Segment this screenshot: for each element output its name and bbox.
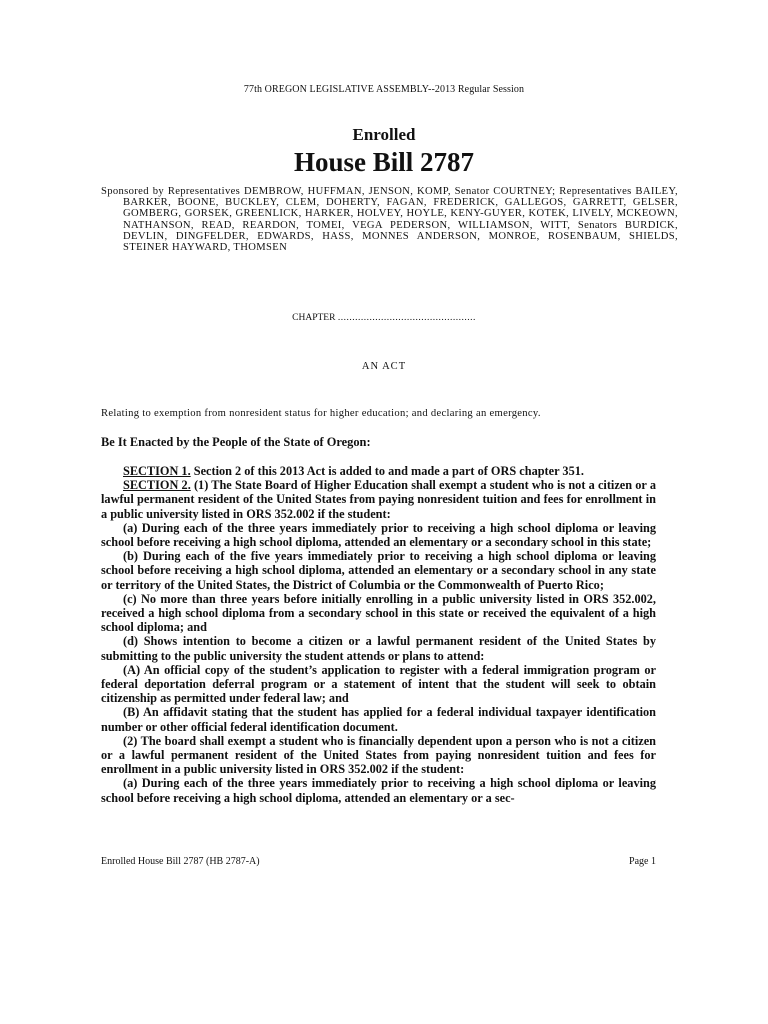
bill-title: House Bill 2787 xyxy=(293,147,475,177)
sponsors-list: Sponsored by Representatives DEMBROW, HUFFMAN, JENSON, KOMP, Senator COURTNEY; Representatives BAILEY, BARKER, BOONE, BUCKLEY, CLEM, DOHERTY, FAGAN, FREDERICK, GALLEGOS, GARRETT, GELSER, GOMBERG, GORSEK, GREENLICK, HARKER, HOLVEY, HOYLE, KENY-GUYER, KOTEK, LIVELY, MCKEOWN, NATHANSON, READ, REARDON, TOMEI, VEGA PEDERSON, WILLIAMSON, WITT, Senators BURDICK, DEVLIN, DINGFELDER, EDWARDS, HASS, MONNES ANDERSON, MONROE, ROSENBAUM, SHIELDS, STEINER HAYWARD, THOMSEN xyxy=(101,186,678,254)
chapter-line xyxy=(0,313,768,323)
page-footer xyxy=(101,856,656,867)
paragraph-1c: (c) No more than three years before initially enrolling in a public university listed in ORS 352.002, received a high school diploma from a secondary school in this state or received the equivalent of a high school diploma; and xyxy=(101,591,656,635)
paragraph-1a: (a) During each of the three years immediately prior to receiving a high school diploma or leaving school before receiving a high school diploma, attended an elementary or a secondary school in this state; xyxy=(101,520,656,550)
paragraph-2: (2) The board shall exempt a student who is financially dependent upon a person who is not a citizen or a lawful permanent resident of the United States from paying nonresident tuition and fees for enrollment in a public university listed in ORS 352.002 if the student: xyxy=(101,733,656,777)
enacting-clause: Be It Enacted by the People of the State of Oregon: xyxy=(101,435,371,449)
paragraph-1d-A: (A) An official copy of the student’s application to register with a federal immigration program or federal deportation deferral program or a statement of intent that the student will seek to obtain citizenship as permitted under federal law; and xyxy=(101,662,656,706)
section-1-label: SECTION 1. xyxy=(123,464,191,478)
section-1-text: Section 2 of this 2013 Act is added to and made a part of ORS chapter 351. xyxy=(190,464,584,478)
footer-bill-reference: Enrolled House Bill 2787 (HB 2787-A) xyxy=(101,856,260,867)
enrolled-label: Enrolled xyxy=(352,125,416,144)
act-title: AN ACT xyxy=(361,361,407,372)
section-2-label: SECTION 2. xyxy=(123,478,191,493)
paragraph-1b: (b) During each of the five years immediately prior to receiving a high school diploma or leaving school before receiving a high school diploma, attended an elementary or a secondary school in any state or territory of the United States, the District of Columbia or the Commonwealth of Puerto Rico; xyxy=(101,549,656,592)
chapter-dots: ................................................ xyxy=(337,313,476,323)
chapter-label: CHAPTER xyxy=(292,313,336,323)
relating-clause: Relating to exemption from nonresident status for higher education; and declaring an emergency. xyxy=(101,408,541,419)
section-2-text: (1) The State Board of Higher Education shall exempt a student who is not a citizen or a lawful permanent resident of the United States from paying nonresident tuition and fees for enrollment in a public university listed in ORS 352.002 if the student: xyxy=(101,478,656,521)
page-number: Page 1 xyxy=(629,856,656,867)
section-1 xyxy=(101,464,656,478)
session-header: 77th OREGON LEGISLATIVE ASSEMBLY--2013 Regular Session xyxy=(243,84,525,95)
paragraph-1d-B: (B) An affidavit stating that the student has applied for a federal individual taxpayer identification number or other official federal identification document. xyxy=(101,705,656,734)
section-2 xyxy=(101,478,656,521)
paragraph-2a: (a) During each of the three years immediately prior to receiving a high school diploma or leaving school before receiving a high school diploma, attended an elementary or a sec- xyxy=(101,776,656,805)
paragraph-1d: (d) Shows intention to become a citizen or a lawful permanent resident of the United States by submitting to the public university the student attends or plans to attend: xyxy=(101,634,656,663)
bill-body xyxy=(101,464,656,805)
